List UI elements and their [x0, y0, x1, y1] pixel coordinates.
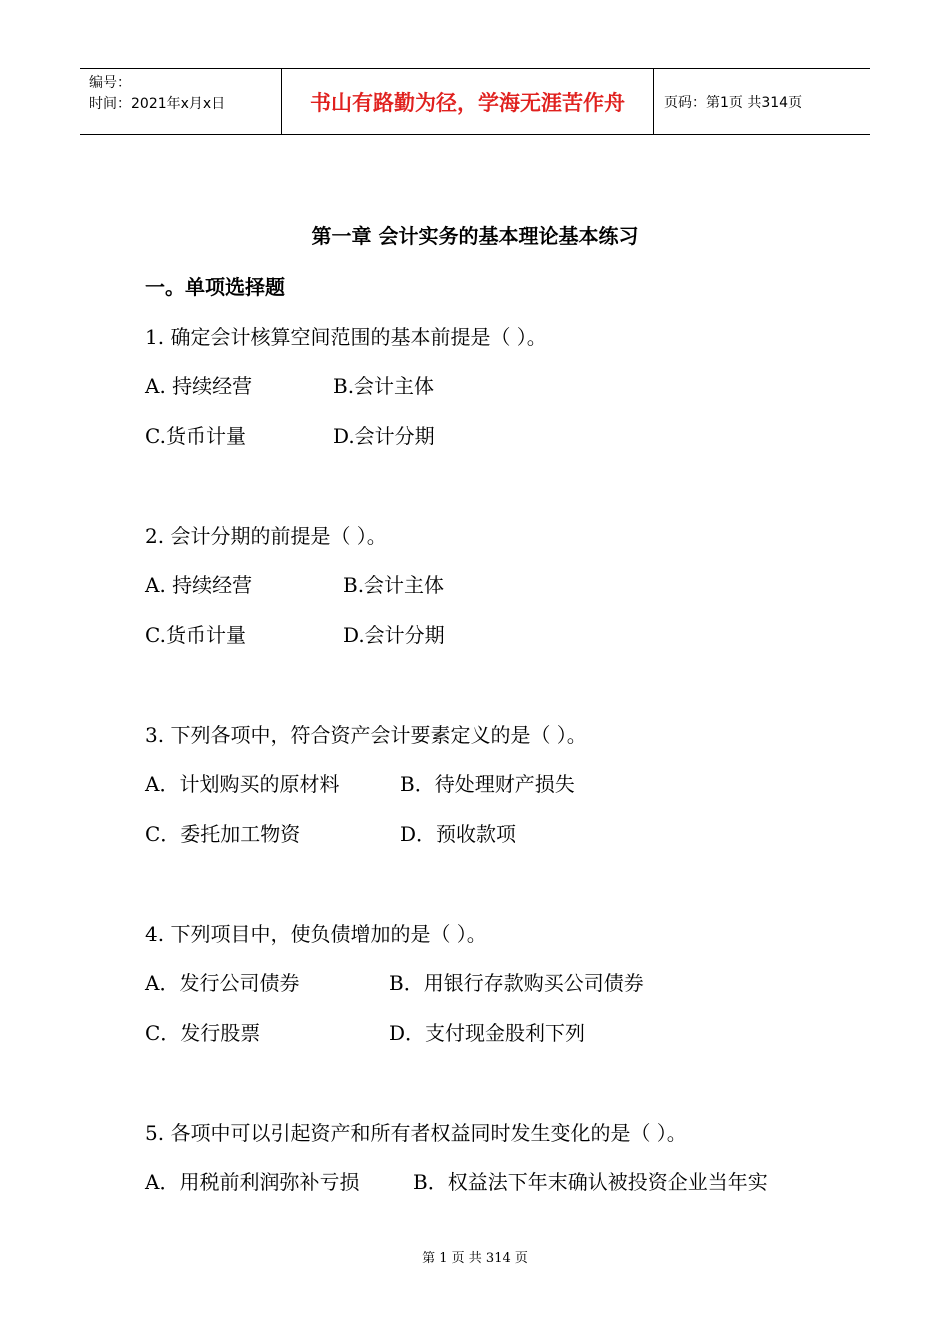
question-2-option-c: C.货币计量	[145, 623, 246, 647]
section-title: 一。单项选择题	[145, 275, 285, 299]
header-motto: 书山有路勤为径，学海无涯苦作舟	[282, 69, 654, 134]
header-meta	[80, 69, 282, 134]
time-label: 时间：2021年x月x日	[89, 96, 226, 112]
question-1-option-a: A. 持续经营	[145, 374, 253, 398]
question-2-stem: 2. 会计分期的前提是（ ）。	[145, 524, 387, 548]
question-2-option-d: D.会计分期	[343, 623, 445, 647]
question-3-option-c: C．委托加工物资	[145, 822, 301, 846]
question-5-option-a: A．用税前利润弥补亏损	[145, 1170, 360, 1194]
page-footer: 第 1 页 共 314 页	[422, 1251, 528, 1266]
header-page-info: 页码：第1页 共314页	[664, 94, 803, 111]
question-2-option-a: A. 持续经营	[145, 573, 253, 597]
question-5-stem: 5. 各项中可以引起资产和所有者权益同时发生变化的是（ ）。	[145, 1121, 687, 1145]
question-4-option-b: B．用银行存款购买公司债券	[389, 971, 644, 995]
question-3-option-a: A．计划购买的原材料	[145, 772, 340, 796]
question-5-option-b: B．权益法下年末确认被投资企业当年实	[413, 1170, 768, 1194]
page-header	[80, 68, 870, 135]
question-2-option-b: B.会计主体	[343, 573, 445, 597]
question-3-option-b: B．待处理财产损失	[400, 772, 575, 796]
question-3-option-d: D．预收款项	[400, 822, 517, 846]
question-3-stem: 3. 下列各项中，符合资产会计要素定义的是（ ）。	[145, 723, 587, 747]
question-4-stem: 4. 下列项目中，使负债增加的是（ ）。	[145, 922, 487, 946]
question-1-option-c: C.货币计量	[145, 424, 246, 448]
chapter-title: 第一章 会计实务的基本理论基本练习	[311, 224, 639, 248]
question-1-stem: 1. 确定会计核算空间范围的基本前提是（ ）。	[145, 325, 547, 349]
question-1-option-b: B.会计主体	[333, 374, 435, 398]
question-4-option-d: D．支付现金股利下列	[389, 1021, 586, 1045]
question-4-option-c: C．发行股票	[145, 1021, 261, 1045]
number-label: 编号：	[89, 75, 131, 91]
question-4-option-a: A．发行公司债券	[145, 971, 300, 995]
question-1-option-d: D.会计分期	[333, 424, 435, 448]
